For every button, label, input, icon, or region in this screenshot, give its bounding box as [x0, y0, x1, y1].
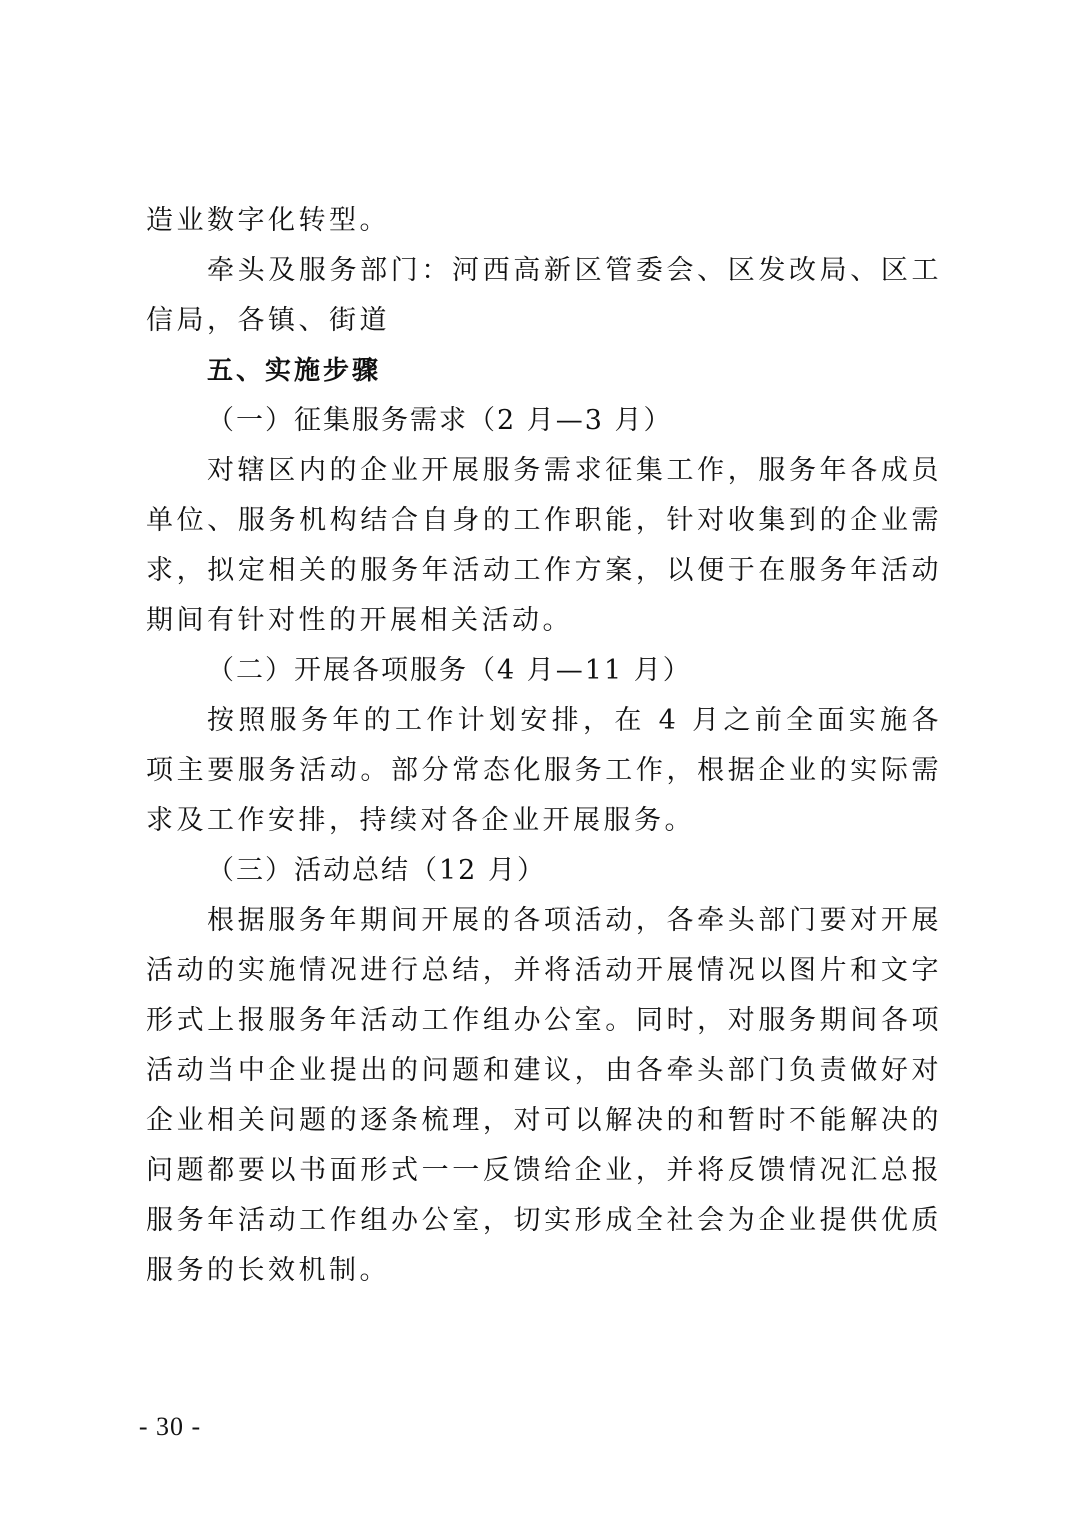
page-number: - 30 -: [138, 1412, 202, 1441]
paragraph-lead-departments: 牵头及服务部门：河西高新区管委会、区发改局、区工信局，各镇、街道: [146, 255, 942, 336]
subsection-heading-1: （一）征集服务需求（2 月—3 月）: [207, 405, 673, 436]
subsection-heading-2: （二）开展各项服务（4 月—11 月）: [207, 655, 692, 686]
document-body: [146, 196, 942, 1296]
paragraph-summary: 根据服务年期间开展的各项活动，各牵头部门要对开展活动的实施情况进行总结，并将活动开展情况以图片和文字形式上报服务年活动工作组办公室。同时，对服务期间各项活动当中企业提出的问题和建议，由各牵头部门负责做好对企业相关问题的逐条梳理，对可以解决的和暂时不能解决的问题都要以书面形式一一反馈给企业，并将反馈情况汇总报服务年活动工作组办公室，切实形成全社会为企业提供优质服务的长效机制。: [146, 905, 942, 1286]
subsection-heading-3: （三）活动总结（12 月）: [207, 855, 546, 886]
paragraph-continuation: 造业数字化转型。: [146, 205, 390, 236]
paragraph-collect-needs: 对辖区内的企业开展服务需求征集工作，服务年各成员单位、服务机构结合自身的工作职能，针对收集到的企业需求，拟定相关的服务年活动工作方案，以便于在服务年活动期间有针对性的开展相关活动。: [146, 455, 942, 636]
paragraph-carry-out-services: 按照服务年的工作计划安排，在 4 月之前全面实施各项主要服务活动。部分常态化服务工作，根据企业的实际需求及工作安排，持续对各企业开展服务。: [146, 705, 942, 836]
section-heading: 五、实施步骤: [207, 356, 382, 386]
